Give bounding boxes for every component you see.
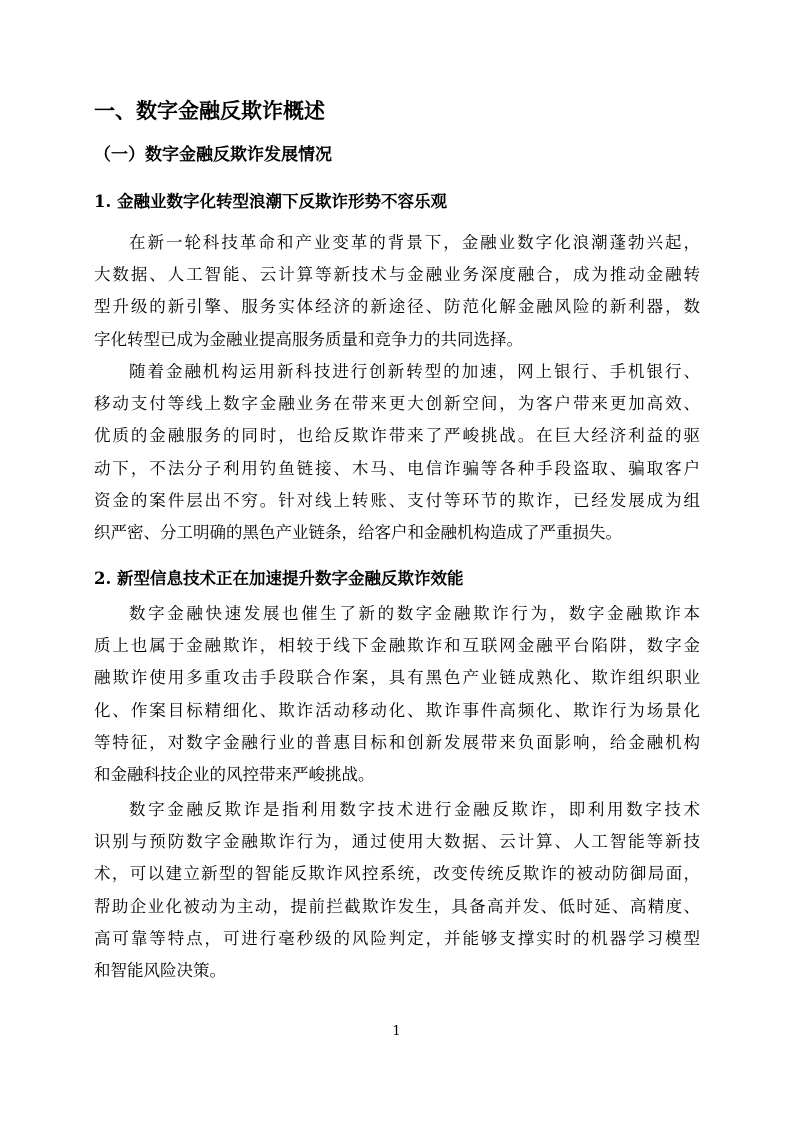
heading-level-1: 一、数字金融反欺诈概述 (94, 99, 325, 123)
section-2-paragraph-1 (94, 598, 700, 791)
text-line: 数字金融反欺诈是指利用数字技术进行金融反欺诈，即利用数字技术 (129, 800, 700, 819)
section-2-title: 新型信息技术正在加速提升数字金融反欺诈效能 (116, 569, 464, 588)
text-line: 帮助企业化被动为主动，提前拦截欺诈发生，具备高并发、低时延、高精度、 (94, 896, 700, 916)
text-line: 识别与预防数字金融欺诈行为，通过使用大数据、云计算、人工智能等新技 (94, 832, 700, 852)
text-line: 字化转型已成为金融业提高服务质量和竞争力的共同选择。 (94, 329, 523, 349)
text-line: 移动支付等线上数字金融业务在带来更大创新空间，为客户带来更加高效、 (94, 394, 700, 414)
text-line: 优质的金融服务的同时，也给反欺诈带来了严峻挑战。在巨大经济利益的驱 (94, 426, 700, 446)
text-line: 资金的案件层出不穷。针对线上转账、支付等环节的欺诈，已经发展成为组 (94, 490, 700, 510)
text-line: 质上也属于金融欺诈，相较于线下金融欺诈和互联网金融平台陷阱，数字金 (94, 636, 700, 656)
text-line: 数字金融快速发展也催生了新的数字金融欺诈行为，数字金融欺诈本 (129, 604, 700, 623)
text-line: 术，可以建立新型的智能反欺诈风控系统，改变传统反欺诈的被动防御局面， (94, 864, 700, 884)
text-line: 融欺诈使用多重攻击手段联合作案，具有黑色产业链成熟化、欺诈组织职业 (94, 668, 700, 688)
section-2-heading (94, 565, 463, 593)
section-1-number: 1. (94, 192, 112, 211)
text-line: 型升级的新引擎、服务实体经济的新途径、防范化解金融风险的新利器，数 (94, 297, 700, 317)
text-line: 随着金融机构运用新科技进行创新转型的加速，网上银行、手机银行、 (129, 362, 700, 381)
page-number: 1 (392, 1024, 401, 1039)
text-line: 大数据、人工智能、云计算等新技术与金融业务深度融合，成为推动金融转 (94, 265, 700, 285)
text-line: 化、作案目标精细化、欺诈活动移动化、欺诈事件高频化、欺诈行为场景化 (94, 700, 700, 720)
text-line: 高可靠等特点，可进行毫秒级的风险判定，并能够支撑实时的机器学习模型 (94, 928, 700, 948)
heading-level-2: （一）数字金融反欺诈发展情况 (94, 145, 332, 165)
section-1-paragraph-1 (94, 227, 700, 356)
section-1-heading (94, 188, 447, 216)
text-line: 织严密、分工明确的黑色产业链条，给客户和金融机构造成了严重损失。 (94, 522, 622, 542)
text-line: 动下，不法分子利用钓鱼链接、木马、电信诈骗等各种手段盗取、骗取客户 (94, 458, 700, 478)
text-line: 等特征，对数字金融行业的普惠目标和创新发展带来负面影响，给金融机构 (94, 732, 700, 752)
section-1-paragraph-2 (94, 356, 700, 549)
section-2-paragraph-2 (94, 794, 700, 987)
text-line: 和金融科技企业的风控带来严峻挑战。 (94, 764, 375, 784)
section-1-title: 金融业数字化转型浪潮下反欺诈形势不容乐观 (116, 192, 447, 211)
section-2-number: 2. (94, 569, 112, 588)
text-line: 在新一轮科技革命和产业变革的背景下，金融业数字化浪潮蓬勃兴起， (129, 233, 700, 252)
text-line: 和智能风险决策。 (94, 960, 226, 980)
